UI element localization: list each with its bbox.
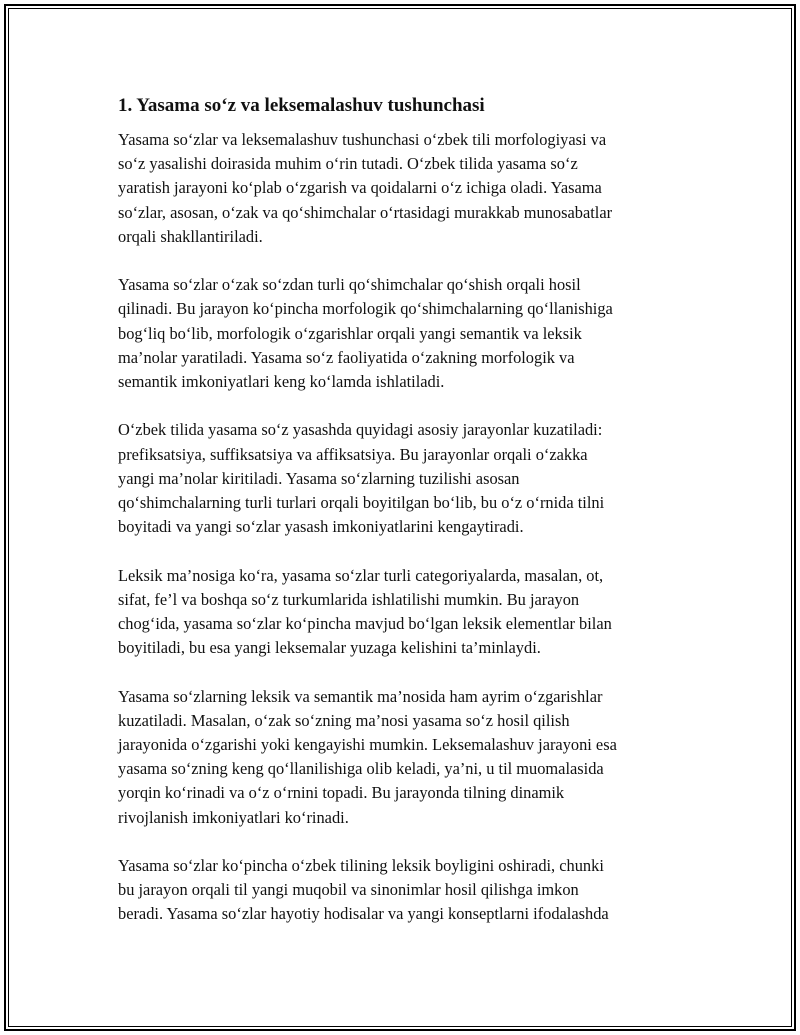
paragraph-line: bu jarayon orqali til yangi muqobil va sinonimlar hosil qilishga imkon [118, 880, 579, 900]
paragraph-line: qo‘shimchalarning turli turlari orqali boyitilgan bo‘lib, bu o‘z o‘rnida tilni [118, 493, 605, 513]
paragraph-line: bog‘liq bo‘lib, morfologik o‘zgarishlar orqali yangi semantik va leksik [118, 323, 582, 343]
document-body [118, 93, 678, 951]
paragraph-line: chog‘ida, yasama so‘zlar ko‘pincha mavjud bo‘lgan leksik elementlar bilan [118, 614, 612, 634]
section-heading: 1. Yasama so‘z va leksemalashuv tushunchasi [118, 95, 485, 116]
paragraph-line: kuzatiladi. Masalan, o‘zak so‘zning ma’nosi yasama so‘z hosil qilish [118, 710, 570, 730]
paragraph-line: sifat, fe’l va boshqa so‘z turkumlarida ishlatilishi mumkin. Bu jarayon [118, 589, 580, 609]
paragraph-line: O‘zbek tilida yasama so‘z yasashda quyidagi asosiy jarayonlar kuzatiladi: [118, 420, 603, 440]
paragraph-5 [118, 685, 678, 830]
paragraph-1 [118, 128, 678, 249]
paragraph-line: qilinadi. Bu jarayon ko‘pincha morfologik qo‘shimchalarning qo‘llanishiga [118, 299, 613, 319]
paragraph-line: yorqin ko‘rinadi va o‘z o‘rnini topadi. Bu jarayonda tilning dinamik [118, 783, 565, 803]
paragraph-line: prefiksatsiya, suffiksatsiya va affiksatsiya. Bu jarayonlar orqali o‘zakka [118, 444, 588, 464]
paragraph-line: jarayonida o‘zgarishi yoki kengayishi mumkin. Leksemalashuv jarayoni esa [118, 735, 617, 755]
paragraph-line: boyitadi va yangi so‘zlar yasash imkoniyatlarini kengaytiradi. [118, 517, 524, 537]
paragraph-line: ma’nolar yaratiladi. Yasama so‘z faoliyatida o‘zakning morfologik va [118, 347, 575, 367]
paragraph-line: yasama so‘zning keng qo‘llanilishiga olib keladi, ya’ni, u til muomalasida [118, 759, 604, 779]
paragraph-line: yangi ma’nolar kiritiladi. Yasama so‘zlarning tuzilishi asosan [118, 468, 520, 488]
paragraph-line: Yasama so‘zlar o‘zak so‘zdan turli qo‘shimchalar qo‘shish orqali hosil [118, 275, 581, 295]
paragraph-line: so‘z yasalishi doirasida muhim o‘rin tutadi. O‘zbek tilida yasama so‘z [118, 154, 578, 174]
paragraph-6 [118, 854, 678, 927]
paragraph-2 [118, 273, 678, 394]
paragraph-line: Yasama so‘zlarning leksik va semantik ma’nosida ham ayrim o‘zgarishlar [118, 686, 603, 706]
paragraph-line: rivojlanish imkoniyatlari ko‘rinadi. [118, 807, 349, 827]
paragraph-line: boyitiladi, bu esa yangi leksemalar yuzaga kelishini ta’minlaydi. [118, 638, 541, 658]
paragraph-4 [118, 564, 678, 661]
paragraph-line: beradi. Yasama so‘zlar hayotiy hodisalar va yangi konseptlarni ifodalashda [118, 904, 609, 924]
paragraph-line: Leksik ma’nosiga ko‘ra, yasama so‘zlar turli categoriyalarda, masalan, ot, [118, 565, 604, 585]
paragraph-line: so‘zlar, asosan, o‘zak va qo‘shimchalar o‘rtasidagi murakkab munosabatlar [118, 202, 613, 222]
paragraph-line: orqali shakllantiriladi. [118, 226, 263, 246]
paragraph-line: semantik imkoniyatlari keng ko‘lamda ishlatiladi. [118, 372, 445, 392]
paragraph-line: Yasama so‘zlar va leksemalashuv tushunchasi o‘zbek tili morfologiyasi va [118, 130, 607, 149]
paragraph-line: yaratish jarayoni ko‘plab o‘zgarish va qoidalarni o‘z ichiga oladi. Yasama [118, 178, 602, 198]
paragraph-line: Yasama so‘zlar ko‘pincha o‘zbek tilining leksik boyligini oshiradi, chunki [118, 856, 604, 876]
paragraph-3 [118, 418, 678, 539]
